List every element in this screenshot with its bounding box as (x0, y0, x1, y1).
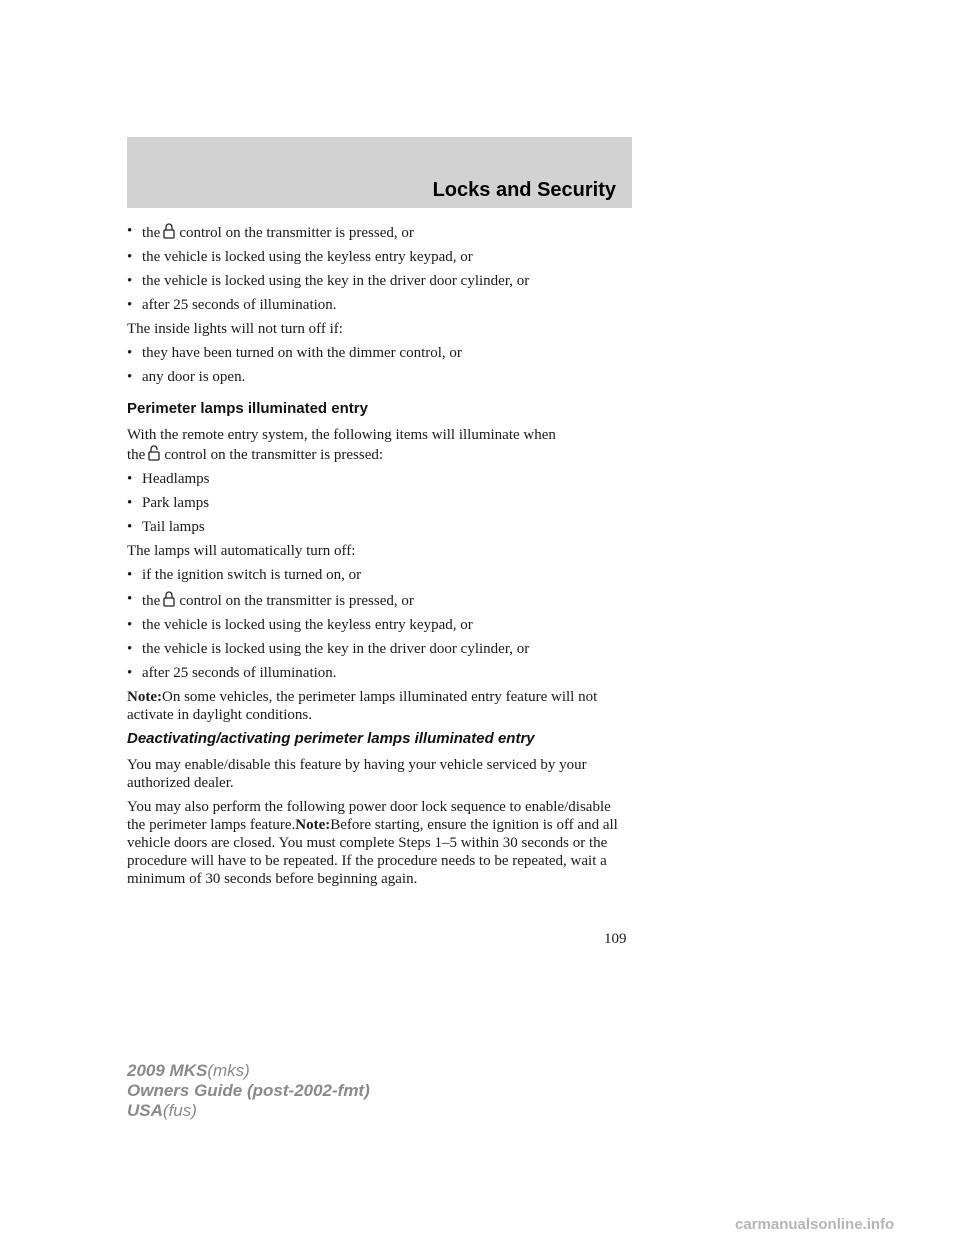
page-content (127, 222, 632, 894)
paragraph-inside-lights: The inside lights will not turn off if: (127, 321, 343, 337)
paragraph-sequence: You may also perform the following power door lock sequence to enable/disable the perimeter lamps feature.Note:Before starting, ensure the ignition is off and all vehicle doors are closed. You must complete Steps 1–5 within 30 seconds or the procedure will have to be repeated. If the procedure needs to be repeated, wait a minimum of 30 seconds before beginning again. (127, 799, 618, 887)
list-item: • the vehicle is locked using the keyless entry keypad, or (127, 617, 473, 633)
list-item: • if the ignition switch is turned on, or (127, 567, 362, 583)
list-item: • the vehicle is locked using the keyless entry keypad, or (127, 249, 473, 265)
list-item: • Headlamps (127, 471, 210, 487)
list-item: • the control on the transmitter is pressed, or (127, 223, 414, 241)
paragraph-enable-disable: You may enable/disable this feature by having your vehicle serviced by your authorized dealer. (127, 757, 587, 791)
list-item: • they have been turned on with the dimmer control, or (127, 345, 462, 361)
bullet: • (127, 519, 133, 535)
bullet: • (127, 297, 133, 313)
heading-deactivating: Deactivating/activating perimeter lamps illuminated entry (127, 730, 535, 747)
page-number: 109 (604, 931, 627, 947)
bullet: • (127, 591, 133, 607)
list-item: • Park lamps (127, 495, 210, 511)
list-item: • Tail lamps (127, 519, 205, 535)
bullet: • (127, 567, 133, 583)
paragraph-lamps-off: The lamps will automatically turn off: (127, 543, 356, 559)
list-item: • after 25 seconds of illumination. (127, 297, 337, 313)
list-item: • any door is open. (127, 369, 246, 385)
unlock-icon (147, 444, 161, 462)
bullet: • (127, 495, 133, 511)
bullet: • (127, 273, 133, 289)
lock-icon (162, 222, 176, 240)
note-daylight: Note:On some vehicles, the perimeter lamps illuminated entry feature will not activate in daylight conditions. (127, 689, 598, 723)
section-title: Locks and Security (432, 179, 616, 201)
list-item: • the vehicle is locked using the key in the driver door cylinder, or (127, 273, 530, 289)
list-item: • after 25 seconds of illumination. (127, 665, 337, 681)
bullet: • (127, 471, 133, 487)
footer: 2009 MKS(mks) Owners Guide (post-2002-fmt) USA(fus) (127, 1061, 370, 1120)
bullet: • (127, 369, 133, 385)
bullet: • (127, 345, 133, 361)
list-item: • the control on the transmitter is pressed, or (127, 591, 414, 609)
section-header (127, 137, 632, 208)
bullet: • (127, 665, 133, 681)
bullet: • (127, 641, 133, 657)
bullet: • (127, 223, 133, 239)
heading-perimeter-lamps: Perimeter lamps illuminated entry (127, 400, 368, 417)
list-item: • the vehicle is locked using the key in the driver door cylinder, or (127, 641, 530, 657)
bullet: • (127, 617, 133, 633)
lock-icon (162, 590, 176, 608)
watermark: carmanualsonline.info (735, 1216, 895, 1233)
bullet: • (127, 249, 133, 265)
paragraph-remote-entry: With the remote entry system, the following items will illuminate when the control on the transmitter is pressed: (127, 427, 556, 463)
